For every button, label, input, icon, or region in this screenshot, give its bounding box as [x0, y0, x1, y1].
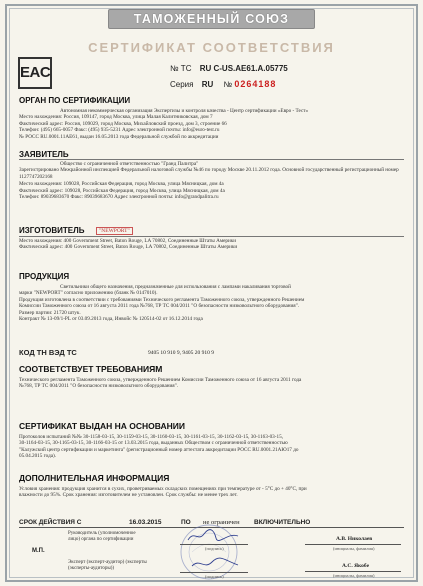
text-line: Фактический адрес: 400 Government Street, Baton Rouge, LA 70802, Соединенные Штаты Америки	[19, 244, 238, 251]
signature-line	[180, 544, 248, 545]
signature-line	[305, 571, 401, 572]
text-line: Условия хранения: продукция хранится в сухих, проветриваемых складских помещениях при температуре от - 5°С до + 40°С, при	[19, 486, 307, 492]
head-name-caption: (инициалы, фамилия)	[333, 546, 375, 551]
head-signature-role: Руководитель (уполномоченное лицо) органа по сертификации	[68, 531, 136, 542]
head-name: А.В. Николаев	[336, 536, 373, 542]
text-line: Телефон: (495) 665-0057 Факс: (495) 935-5231 Адрес электронной почты: info@euro-test.ru	[19, 127, 220, 134]
series-line	[170, 79, 276, 89]
signature-line	[305, 544, 401, 545]
applicant-heading: ЗАЯВИТЕЛЬ	[19, 150, 69, 159]
expert-signature-caption: (подпись)	[205, 574, 224, 579]
basis-heading: СЕРТИФИКАТ ВЫДАН НА ОСНОВАНИИ	[19, 421, 185, 431]
eac-mark: EAC	[18, 57, 52, 89]
series-prefix: №	[223, 80, 233, 89]
signature-line	[180, 572, 248, 573]
text-line: Протоколов испытаний №№ 30-1158-03-15, 30-1159-03-15, 30-1160-03-15, 30-1161-03-15, 30-1162-03-15, 30-1163-03-15,	[19, 434, 283, 440]
certificate-number-label: № ТС	[170, 64, 192, 73]
customs-union-banner: ТАМОЖЕННЫЙ СОЮЗ	[108, 9, 315, 29]
text-line: № РОСС RU.0001.11АЕ61, выдан 16.05.2013 года Федеральной службой по аккредитации	[19, 133, 219, 140]
series-code: RU	[201, 80, 214, 89]
stamp-place-label: М.П.	[32, 548, 45, 554]
validity-inclusive: ВКЛЮЧИТЕЛЬНО	[254, 519, 311, 526]
head-signature	[186, 528, 240, 544]
certificate-number-value: RU C-US.AE61.A.05775	[199, 64, 288, 73]
text-line: Фактический адрес: Россия, 109029, город Москва, Михайловский проезд, дом 3, строение 66	[19, 120, 227, 127]
validity-from: 16.03.2015	[129, 519, 162, 526]
text-line: Фактический адрес: 109028, Российская Федерация, город Москва, улица Мясницкая, дом 4а	[19, 187, 225, 194]
text-line: Телефон: 89039683670 Факс: 89039683670 Адрес электронной почты: info@grandpalitra.ru	[19, 194, 219, 201]
manufacturer-text	[19, 238, 404, 251]
text-line: 05.04.2015 года).	[19, 453, 57, 460]
text-line: Место нахождения: Россия, 109147, город Москва, улица Малая Калитниковская, дом 7	[19, 114, 213, 121]
expert-name-caption: (инициалы, фамилия)	[333, 573, 375, 578]
validity-to: не ограничен	[203, 519, 240, 526]
hs-code-heading: КОД ТН ВЭД ТС	[19, 348, 77, 357]
text-line: Автономная некоммерческая организация Экспертизы и контроля качества - Центр сертификации «Евро - Тест»	[60, 108, 309, 114]
certificate-number	[170, 64, 288, 73]
text-line: 30-1164-03-15, 30-1165-03-15, 30-1166-03-15 от 13.03.2015 года, выданных Обществом с ограниченной ответственностью	[19, 440, 288, 447]
additional-text	[19, 486, 404, 499]
text-line: Размер партии: 21720 штук.	[19, 309, 81, 316]
basis-text	[19, 434, 404, 460]
divider	[19, 236, 404, 237]
compliance-heading: СООТВЕТСТВУЕТ ТРЕБОВАНИЯМ	[19, 364, 163, 374]
text-line: Контракт № 13-09/1-PL от 03.09.2013 года, Инвойс № 120514-02 от 16.12.2014 года	[19, 316, 203, 323]
manufacturer-heading: ИЗГОТОВИТЕЛЬ	[19, 226, 85, 235]
head-signature-caption: (подпись)	[205, 546, 224, 551]
manufacturer-name: "NEWPORT"	[96, 227, 133, 235]
text-line: Место нахождения: 400 Government Street, Baton Rouge, LA 70802, Соединенные Штаты Америки	[19, 238, 237, 244]
additional-heading: ДОПОЛНИТЕЛЬНАЯ ИНФОРМАЦИЯ	[19, 473, 170, 483]
text-line: "Калужский центр сертификации и маркетинга" (регистрационный номер аттестата аккредитации РОСС RU.0001.21АЮ17 до	[19, 446, 299, 453]
text-line: Общество с ограниченной ответственностью "Гранд Палитра"	[60, 161, 199, 167]
text-line: №768, ТР ТС 004/2011 "О безопасности низковольтного оборудования".	[19, 383, 179, 390]
text-line: марки "NEWPORT" согласно приложению (бланк № 0147010).	[19, 290, 158, 297]
validity-to-label: ПО	[181, 519, 191, 526]
expert-name: А.С. Якобе	[342, 563, 370, 569]
expert-signature	[190, 556, 240, 572]
product-text	[19, 284, 404, 322]
hs-code-value: 9405 10 910 9, 9405 20 910 9	[148, 350, 214, 356]
validity-label: СРОК ДЕЙСТВИЯ С	[19, 519, 82, 526]
compliance-text	[19, 377, 404, 390]
text-line: Комиссии Таможенного союза от 16 августа 2011 года №768, ТР ТС 004/2011 "О безопасности низковольтного оборудования".	[19, 303, 300, 310]
expert-signature-role: Эксперт (эксперт-аудитор) (эксперты (эксперты-аудиторы))	[68, 560, 147, 571]
product-heading: ПРОДУКЦИЯ	[19, 272, 70, 281]
text-line: Продукция изготовлена в соответствии с требованиями Технического регламента Таможенного союза, утвержденного Решением	[19, 296, 305, 303]
applicant-text	[19, 161, 404, 200]
cert-body-heading: ОРГАН ПО СЕРТИФИКАЦИИ	[19, 96, 131, 105]
series-number: 0264188	[234, 79, 277, 89]
series-label: Серия	[170, 80, 194, 89]
text-line: Место нахождения: 109028, Российская Федерация, город Москва, улица Мясницкая, дом 4а	[19, 181, 224, 188]
cert-body-text	[19, 108, 405, 140]
text-line: Технического регламента Таможенного союза, утвержденного Решением Комиссии Таможенного союза от 16 августа 2011 года	[19, 377, 302, 383]
text-line: Светильники общего назначения, предназначенные для использования с лампами накаливания торговой	[60, 284, 291, 290]
text-line: Зарегистрировано Межрайонной инспекцией Федеральной налоговой службы №46 по городу Москве 20.11.2012 года. Основной государственный регистрационный номер 1127747202168	[19, 167, 399, 180]
divider	[19, 159, 404, 160]
certificate-title: СЕРТИФИКАТ СООТВЕТСТВИЯ	[88, 40, 335, 55]
text-line: влажности до 95%. Срок хранения: изготовителем не установлен. Срок службы: не менее трех лет.	[19, 492, 238, 499]
